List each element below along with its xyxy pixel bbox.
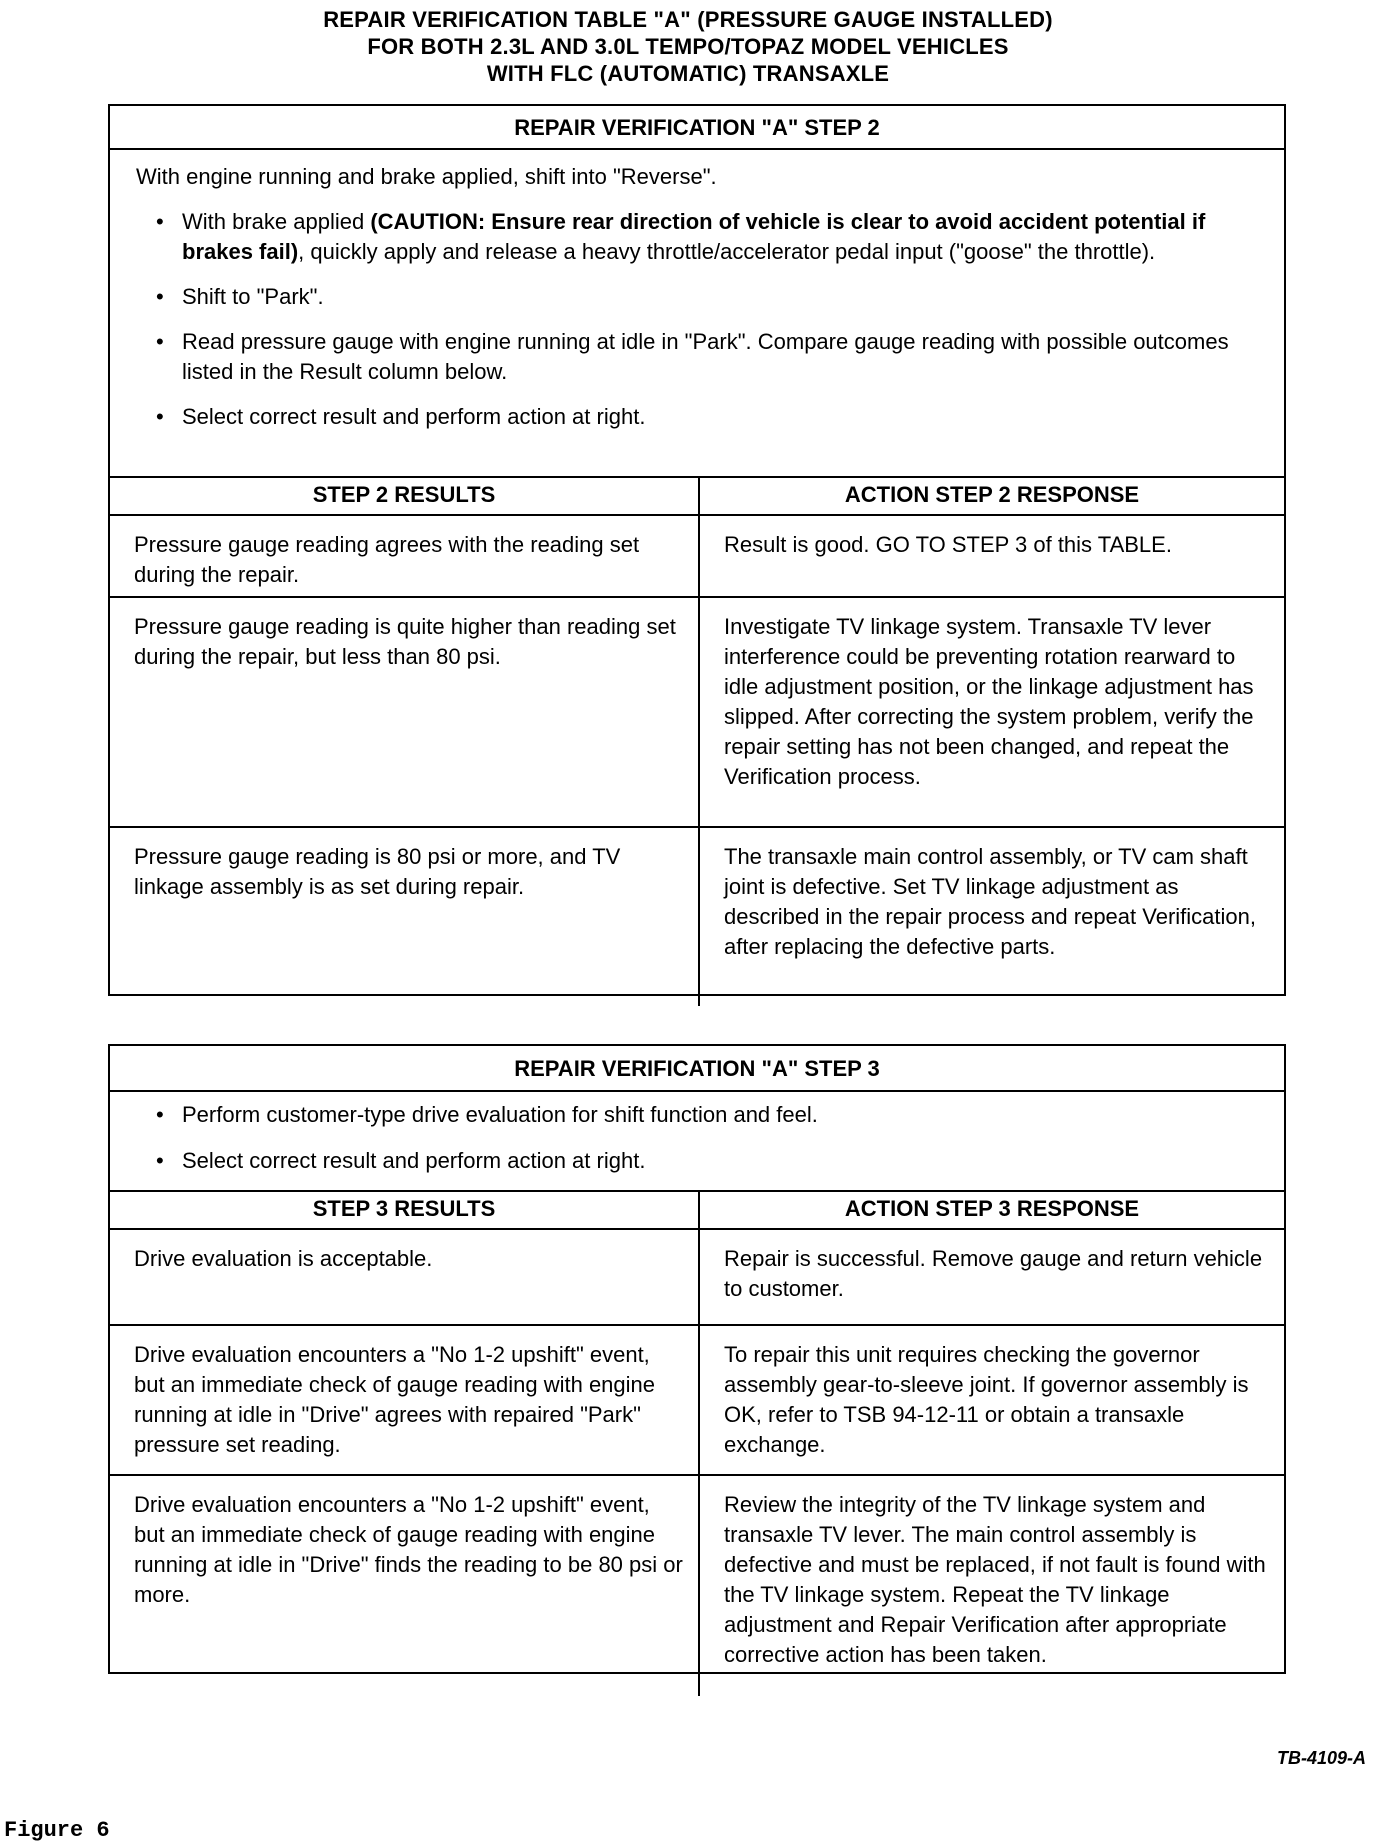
step2-caution-text: (CAUTION: Ensure rear direction of vehicle is clear to avoid accident potential if brakes fail): [182, 209, 1206, 264]
step2-intro: With engine running and brake applied, shift into "Reverse".: [136, 164, 717, 189]
step2-bullet-3: [136, 327, 1264, 387]
bullet-icon: •: [156, 209, 164, 234]
step2-col-results: STEP 2 RESULTS: [110, 477, 699, 515]
bullet-icon: •: [156, 404, 164, 429]
table-row: [110, 515, 1284, 597]
step2-bullet-4: [136, 402, 1264, 432]
step3-bullet-2: [136, 1146, 1264, 1176]
title-line-2: FOR BOTH 2.3L AND 3.0L TEMPO/TOPAZ MODEL VEHICLES: [367, 34, 1009, 59]
table-row: [110, 1229, 1284, 1325]
action-cell: Repair is successful. Remove gauge and return vehicle to customer.: [699, 1229, 1284, 1325]
step2-header: REPAIR VERIFICATION "A" STEP 2: [110, 106, 1284, 150]
step3-bullet-2-text: Select correct result and perform action at right.: [182, 1148, 646, 1173]
result-cell: Drive evaluation encounters a "No 1-2 upshift" event, but an immediate check of gauge reading with engine running at idle in "Drive" finds the reading to be 80 psi or more.: [110, 1475, 699, 1696]
step2-instructions: [110, 150, 1284, 476]
action-cell: The transaxle main control assembly, or TV cam shaft joint is defective. Set TV linkage adjustment as described in the repair process and repeat Verification, after replacing the defective parts.: [699, 827, 1284, 1006]
action-cell: To repair this unit requires checking the governor assembly gear-to-sleeve joint. If governor assembly is OK, refer to TSB 94-12-11 or obtain a transaxle exchange.: [699, 1325, 1284, 1475]
table-row: [110, 1475, 1284, 1696]
step2-bullet-list: [136, 207, 1264, 432]
title-line-1: REPAIR VERIFICATION TABLE "A" (PRESSURE GAUGE INSTALLED): [323, 7, 1053, 32]
step2-results-table: [110, 476, 1284, 1006]
action-cell: Investigate TV linkage system. Transaxle TV lever interference could be preventing rotation rearward to idle adjustment position, or the linkage adjustment has slipped. After correcting the system problem, verify the repair setting has not been changed, and repeat the Verification process.: [699, 597, 1284, 827]
step2-bullet-3-text: Read pressure gauge with engine running at idle in "Park". Compare gauge reading with possible outcomes listed in the Result column below.: [182, 329, 1229, 384]
bullet-icon: •: [156, 1102, 164, 1127]
title-line-3: WITH FLC (AUTOMATIC) TRANSAXLE: [486, 61, 890, 86]
result-cell: Pressure gauge reading is quite higher than reading set during the repair, but less than 80 psi.: [110, 597, 699, 827]
figure-label: Figure 6: [4, 1818, 110, 1843]
table-row: [110, 1325, 1284, 1475]
step2-col-action: ACTION STEP 2 RESPONSE: [699, 477, 1284, 515]
step3-bullet-1-text: Perform customer-type drive evaluation for shift function and feel.: [182, 1102, 818, 1127]
step2-bullet-1-text-b: , quickly apply and release a heavy throttle/accelerator pedal input ("goose" the throttle).: [298, 239, 1156, 264]
step2-column-headers: [110, 477, 1284, 515]
step3-results-table: [110, 1190, 1284, 1696]
bullet-icon: •: [156, 1148, 164, 1173]
step3-instructions: [110, 1092, 1284, 1190]
result-cell: Drive evaluation is acceptable.: [110, 1229, 699, 1325]
step2-bullet-2-text: Shift to "Park".: [182, 284, 324, 309]
step2-bullet-1-text-a: With brake applied: [182, 209, 371, 234]
step2-bullet-2: [136, 282, 1264, 312]
result-cell: Drive evaluation encounters a "No 1-2 upshift" event, but an immediate check of gauge reading with engine running at idle in "Drive" agrees with repaired "Park" pressure set reading.: [110, 1325, 699, 1475]
result-cell: Pressure gauge reading is 80 psi or more, and TV linkage assembly is as set during repair.: [110, 827, 699, 1006]
bullet-icon: •: [156, 329, 164, 354]
action-cell: Review the integrity of the TV linkage system and transaxle TV lever. The main control assembly is defective and must be replaced, if not fault is found with the TV linkage system. Repeat the TV linkage adjustment and Repair Verification after appropriate corrective action has been taken.: [699, 1475, 1284, 1696]
step2-bullet-4-text: Select correct result and perform action at right.: [182, 404, 646, 429]
step3-header: REPAIR VERIFICATION "A" STEP 3: [110, 1046, 1284, 1092]
step3-col-results: STEP 3 RESULTS: [110, 1191, 699, 1229]
step3-column-headers: [110, 1191, 1284, 1229]
step2-table: [108, 104, 1286, 996]
table-row: [110, 597, 1284, 827]
table-row: [110, 827, 1284, 1006]
document-reference: TB-4109-A: [1276, 1748, 1366, 1768]
result-cell: Pressure gauge reading agrees with the reading set during the repair.: [110, 515, 699, 597]
action-cell: Result is good. GO TO STEP 3 of this TABLE.: [699, 515, 1284, 597]
bullet-icon: •: [156, 284, 164, 309]
step3-bullet-list: [136, 1100, 1264, 1176]
step3-table: [108, 1044, 1286, 1674]
step2-bullet-1: [136, 207, 1264, 267]
document-title: [0, 6, 1376, 87]
step3-bullet-1: [136, 1100, 1264, 1130]
step3-col-action: ACTION STEP 3 RESPONSE: [699, 1191, 1284, 1229]
